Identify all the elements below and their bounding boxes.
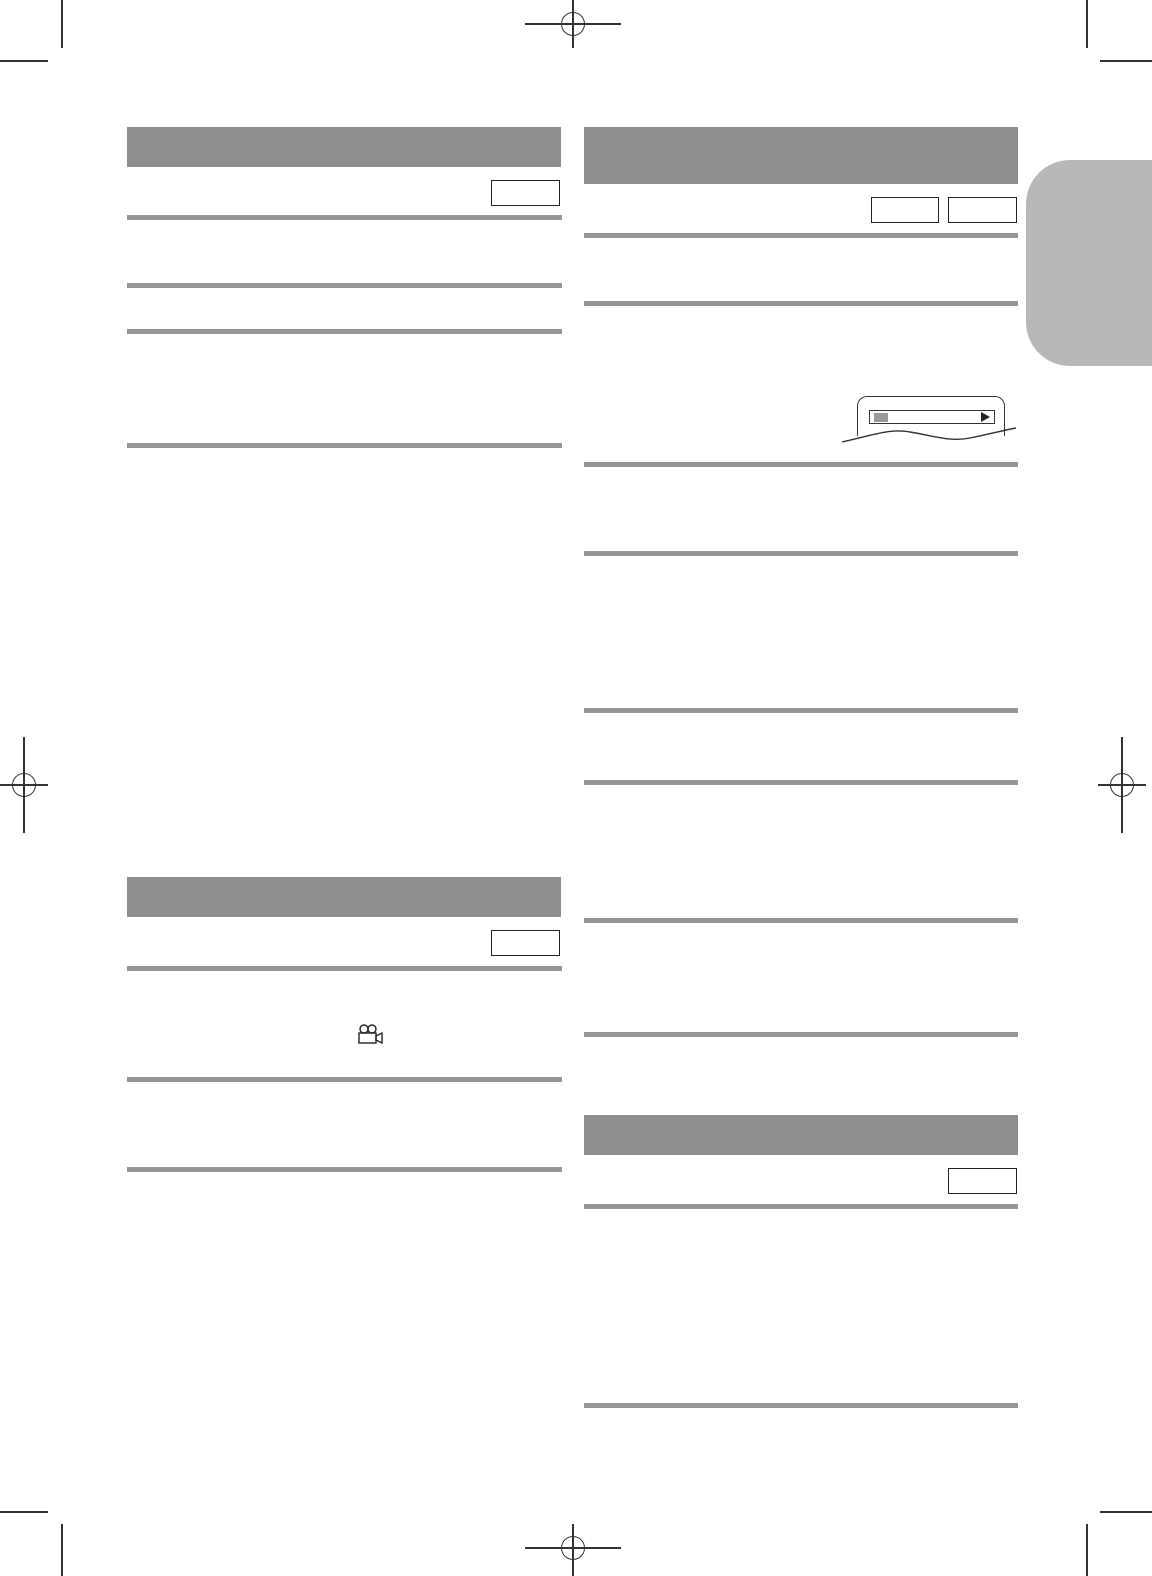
play-triangle-icon xyxy=(981,412,990,422)
right-section2-disc-badge xyxy=(948,1168,1017,1194)
left-rule-4 xyxy=(127,443,562,448)
right-section1-disc-badge-2 xyxy=(948,197,1017,223)
left-rule-3 xyxy=(127,329,562,334)
right-rule-6 xyxy=(584,780,1018,785)
crop-mark-br-v xyxy=(1086,1524,1088,1576)
right-rule-8 xyxy=(584,1032,1018,1037)
crop-mark-tl-h xyxy=(0,60,48,62)
crop-mark-tl-v xyxy=(61,0,63,48)
registration-mark-bottom-icon xyxy=(525,1524,621,1576)
right-rule-9 xyxy=(584,1204,1018,1209)
right-rule-3 xyxy=(584,462,1018,467)
right-rule-5 xyxy=(584,708,1018,713)
registration-mark-left-icon xyxy=(0,737,48,833)
crop-mark-tr-h xyxy=(1100,60,1152,62)
registration-mark-right-icon xyxy=(1098,737,1146,833)
crop-mark-bl-v xyxy=(61,1524,63,1576)
movie-camera-icon xyxy=(357,1024,385,1046)
left-rule-6 xyxy=(127,1077,562,1082)
crop-mark-tr-v xyxy=(1086,0,1088,48)
crop-mark-bl-h xyxy=(0,1511,48,1513)
right-rule-1 xyxy=(584,233,1018,238)
registration-mark-top-icon xyxy=(525,0,621,48)
tv-screen-illustration xyxy=(840,396,1018,448)
left-section1-header-bar xyxy=(127,127,561,167)
left-rule-5 xyxy=(127,966,562,971)
left-rule-1 xyxy=(127,215,562,220)
left-rule-7 xyxy=(127,1167,562,1172)
left-section2-header-bar xyxy=(127,877,561,917)
right-rule-2 xyxy=(584,301,1018,306)
left-rule-2 xyxy=(127,283,562,288)
right-rule-4 xyxy=(584,551,1018,556)
right-rule-7 xyxy=(584,918,1018,923)
side-tab xyxy=(1026,160,1152,366)
right-section1-disc-badge-1 xyxy=(871,197,939,223)
right-section1-header-bar xyxy=(584,127,1018,184)
right-rule-10 xyxy=(584,1403,1018,1408)
right-section2-header-bar xyxy=(584,1115,1018,1155)
crop-mark-br-h xyxy=(1100,1511,1152,1513)
left-section1-disc-badge xyxy=(491,180,560,206)
osd-chip xyxy=(874,413,888,422)
left-section2-disc-badge xyxy=(491,930,560,956)
